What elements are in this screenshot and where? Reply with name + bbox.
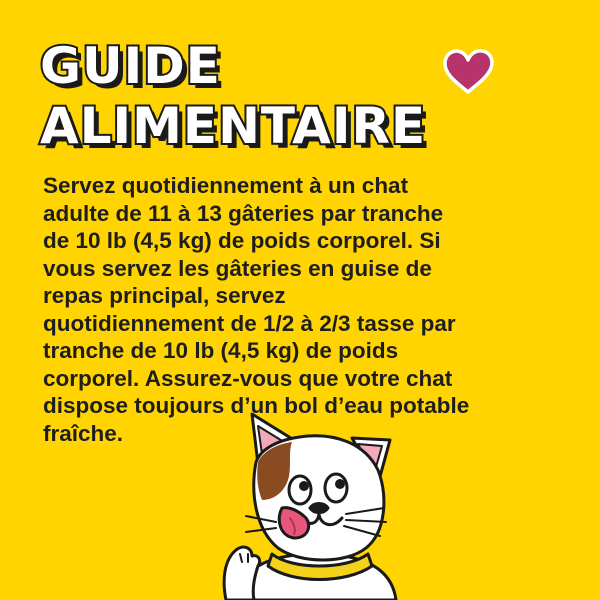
instruction-line: fraîche.	[43, 420, 124, 446]
page-title	[40, 36, 426, 156]
instruction-line: vous servez les gâteries en guise de	[43, 255, 432, 281]
instruction-line: quotidiennement de 1/2 à 2/3 tasse par	[43, 310, 456, 336]
title-line-1: GUIDE	[40, 37, 221, 95]
instruction-line: de 10 lb (4,5 kg) de poids corporel. Si	[43, 228, 441, 253]
heart-icon	[440, 46, 496, 96]
title-line-2: ALIMENTAIRE	[40, 97, 427, 155]
instruction-line: tranche de 10 lb (4,5 kg) de poids	[43, 338, 399, 363]
instruction-line: corporel. Assurez-vous que votre chat	[43, 365, 453, 391]
instruction-line: repas principal, servez	[43, 283, 286, 308]
instruction-line: Servez quotidiennement à un chat	[43, 173, 409, 198]
cat-mascot-illustration	[196, 404, 436, 600]
instruction-line: dispose toujours d’un bol d’eau potable	[43, 393, 470, 418]
instruction-line: adulte de 11 à 13 gâteries par tranche	[43, 200, 444, 226]
